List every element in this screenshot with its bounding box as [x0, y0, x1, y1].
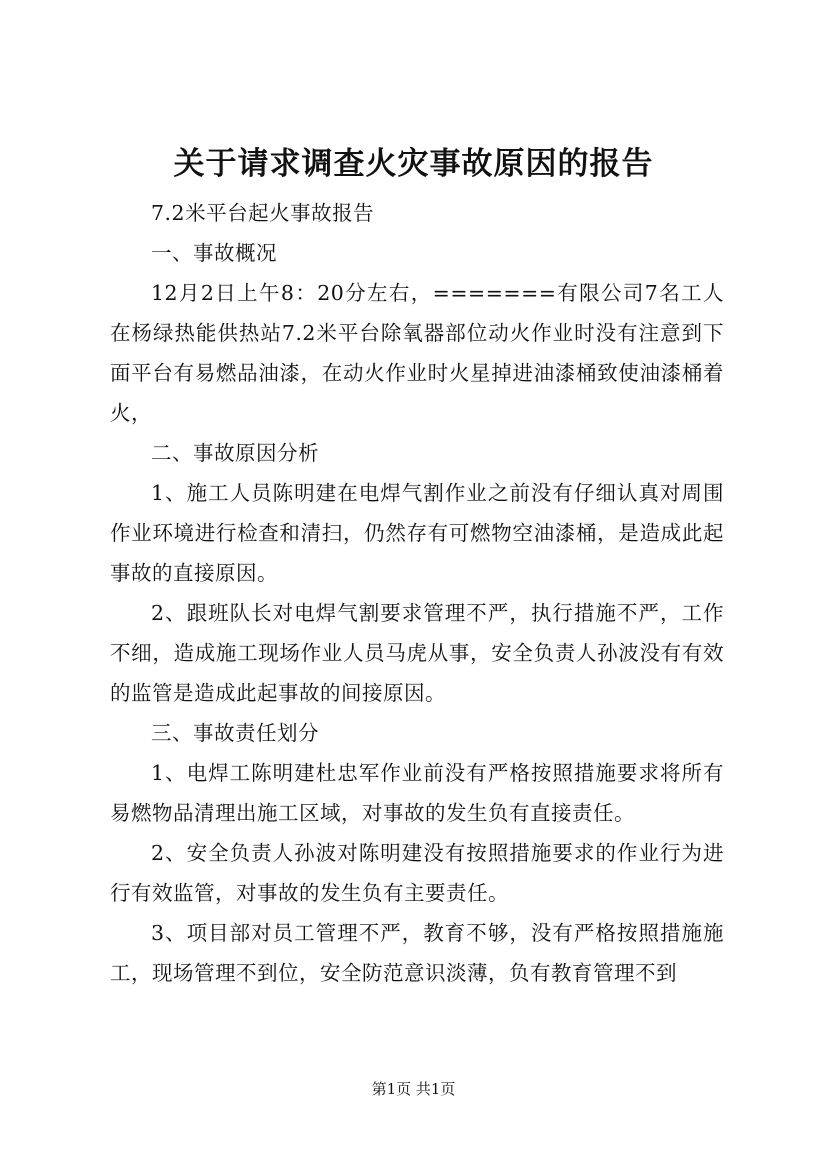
heading-cause-analysis: 二、事故原因分析 [151, 441, 319, 465]
document-title: 关于请求调查火灾事故原因的报告 [173, 146, 654, 182]
paragraph-responsibility-2: 2、安全负责人孙波对陈明建没有按照措施要求的作业行为进行有效监管，对事故的发生负有主要责任。 [110, 841, 724, 905]
paragraph-accident-overview: 12月2日上午8：20分左右，=======有限公司7名工人在杨绿热能供热站7.2米平台除氧器部位动火作业时没有注意到下面平台有易燃品油漆，在动火作业时火星掉进油漆桶致使油漆桶着火， [110, 281, 724, 425]
document-body [110, 193, 724, 993]
paragraph-responsibility-1: 1、电焊工陈明建杜忠军作业前没有严格按照措施要求将所有易燃物品清理出施工区域，对事故的发生负有直接责任。 [110, 761, 724, 825]
heading-accident-overview: 一、事故概况 [151, 241, 277, 265]
page-number-footer: 第1页 共1页 [371, 1080, 456, 1098]
heading-responsibility: 三、事故责任划分 [151, 721, 319, 745]
paragraph-indirect-cause: 2、跟班队长对电焊气割要求管理不严，执行措施不严，工作不细，造成施工现场作业人员马虎从事，安全负责人孙波没有有效的监管是造成此起事故的间接原因。 [110, 601, 724, 705]
paragraph-subtitle: 7.2米平台起火事故报告 [151, 201, 375, 225]
paragraph-responsibility-3: 3、项目部对员工管理不严，教育不够，没有严格按照措施施工，现场管理不到位，安全防范意识淡薄，负有教育管理不到 [110, 921, 724, 985]
paragraph-direct-cause: 1、施工人员陈明建在电焊气割作业之前没有仔细认真对周围作业环境进行检查和清扫，仍然存有可燃物空油漆桶，是造成此起事故的直接原因。 [110, 481, 724, 585]
